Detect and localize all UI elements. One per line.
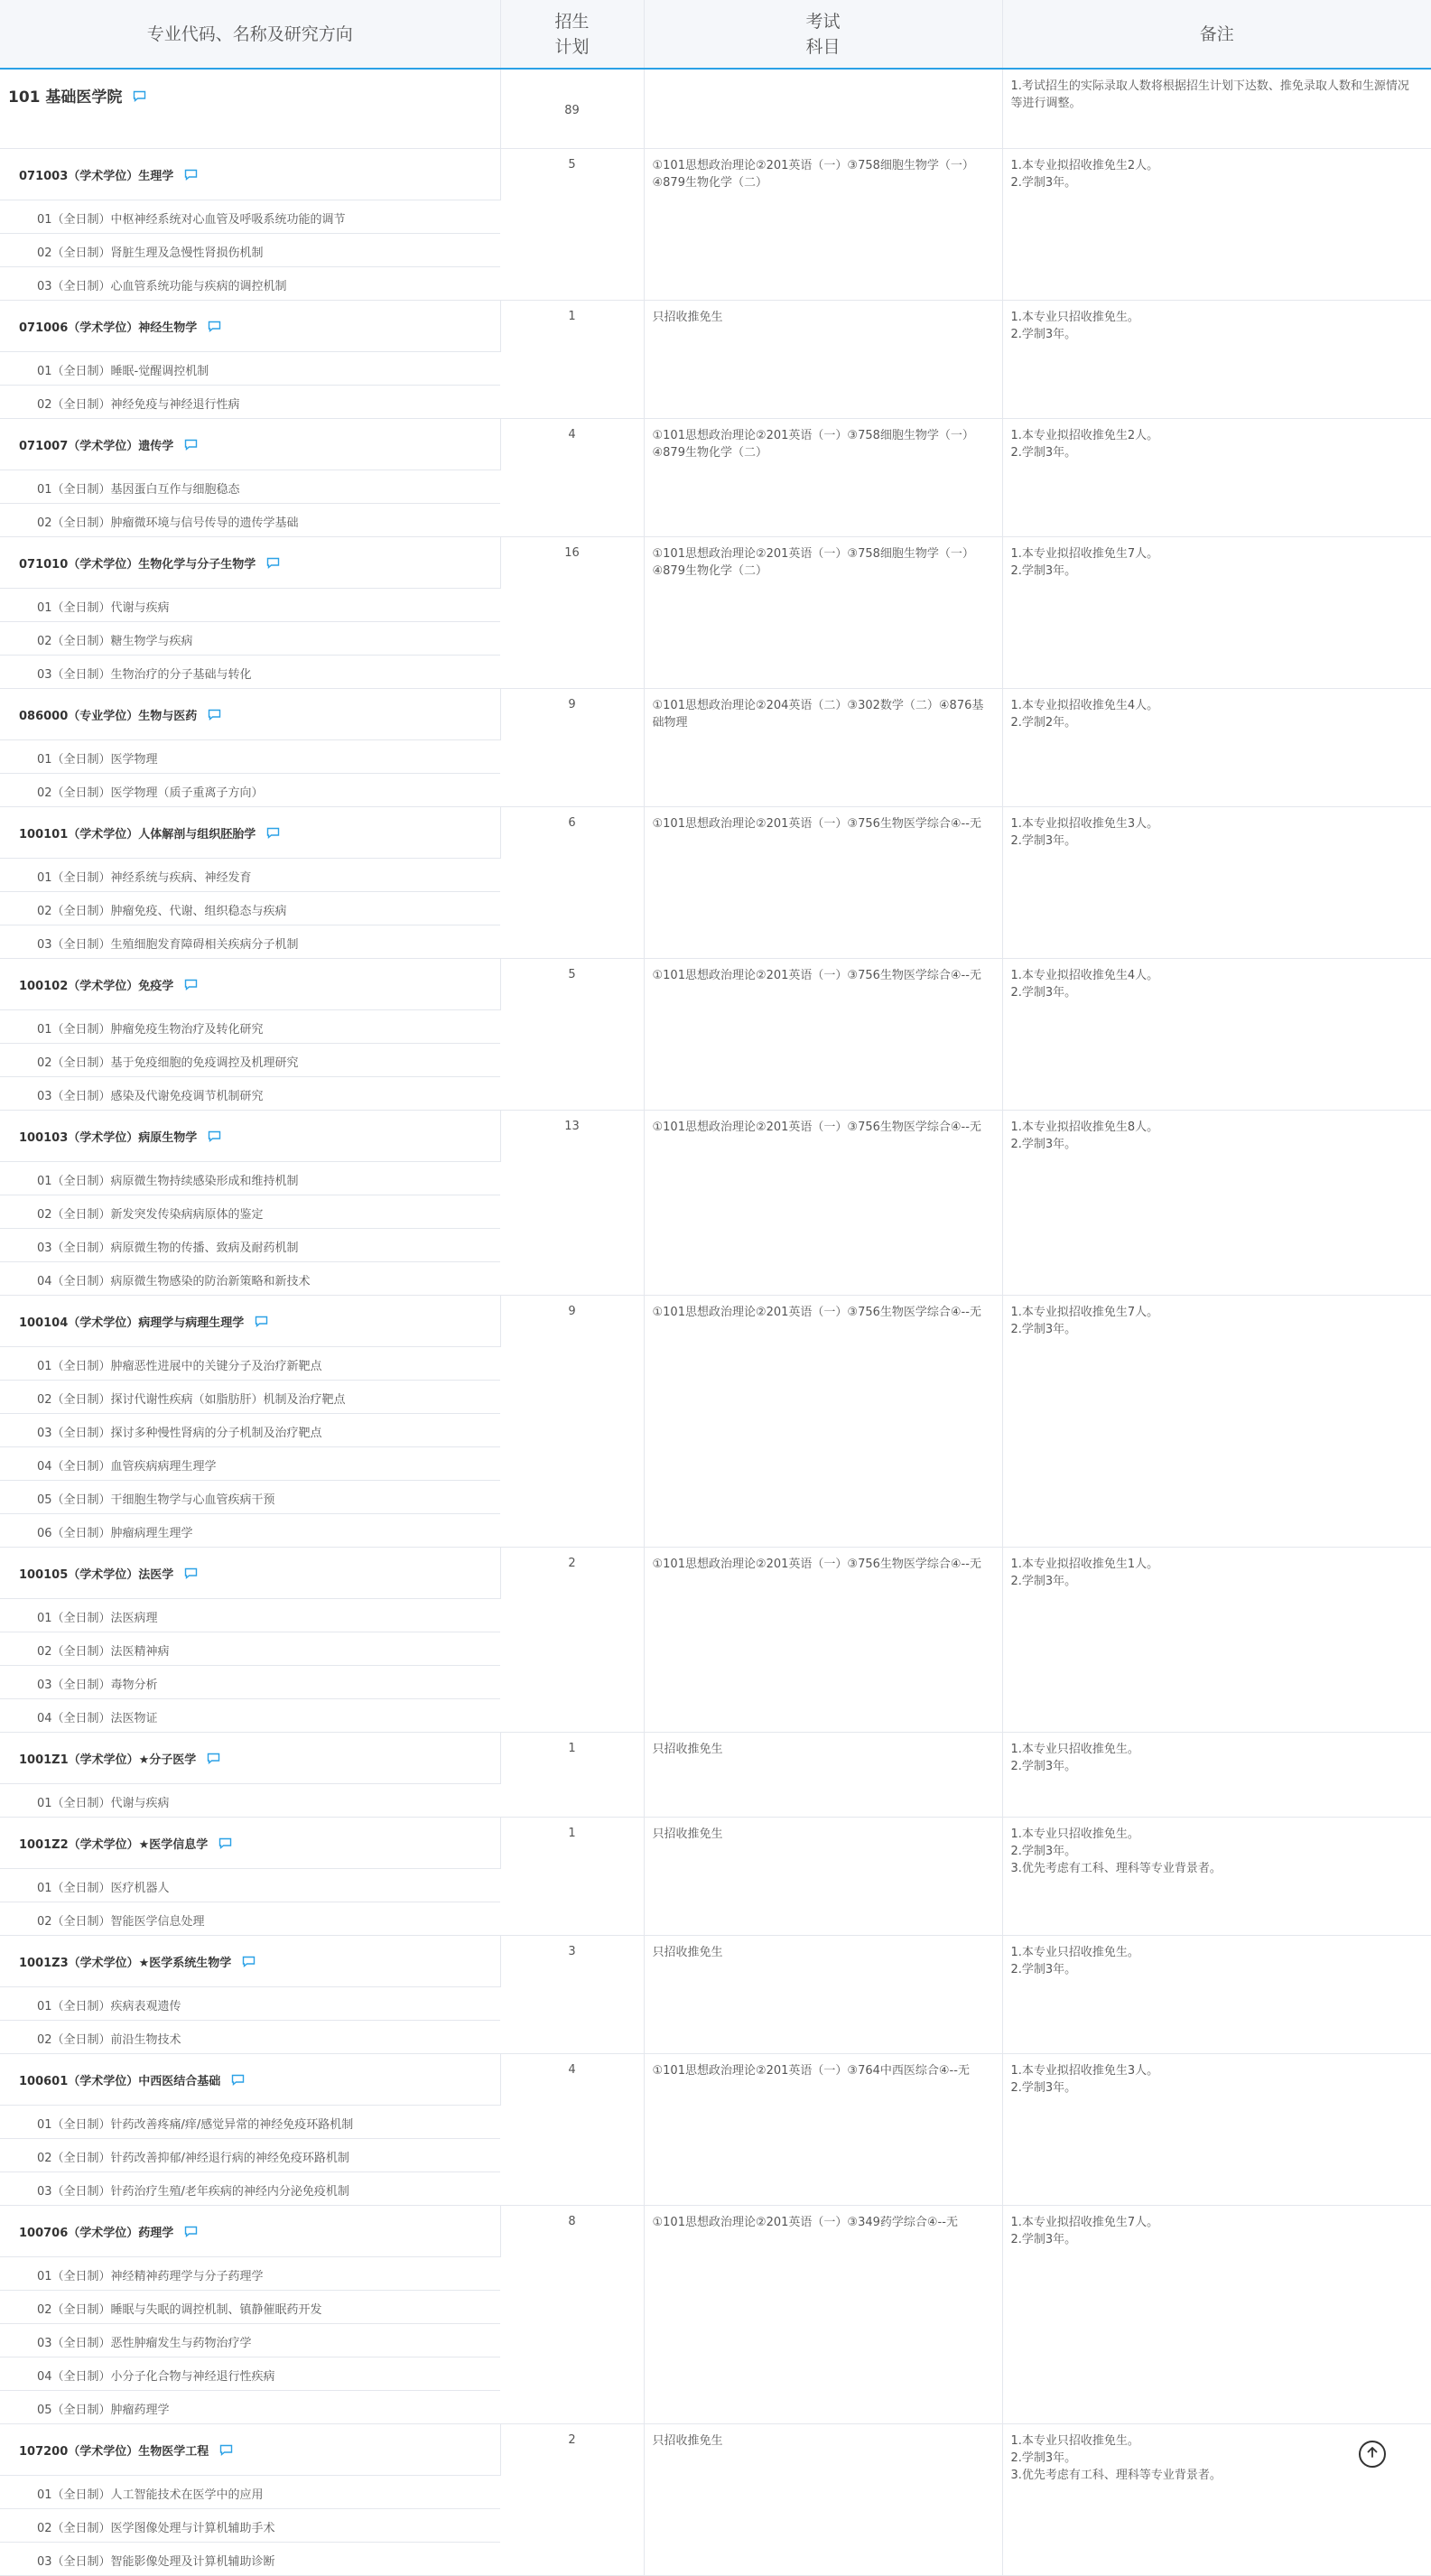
note-line: 2.学制3年。 — [1010, 2450, 1077, 2465]
major-row — [0, 148, 1431, 200]
chat-bubble-icon[interactable] — [184, 2226, 198, 2237]
department-exam — [644, 69, 1002, 148]
major-cell — [0, 806, 500, 858]
direction-item: 01（全日制）神经系统与疾病、神经发育 — [0, 858, 500, 891]
direction-item: 03（全日制）恶性肿瘤发生与药物治疗学 — [0, 2323, 500, 2357]
direction-item: 01（全日制）神经精神药理学与分子药理学 — [0, 2256, 500, 2290]
direction-item: 02（全日制）医学物理（质子重离子方向） — [0, 773, 500, 806]
direction-item: 02（全日制）肿瘤微环境与信号传导的遗传学基础 — [0, 503, 500, 536]
major-row — [0, 2423, 1431, 2475]
chat-bubble-icon[interactable] — [207, 1753, 220, 1763]
note-line: 2.学制3年。 — [1010, 2080, 1077, 2095]
direction-item: 02（全日制）糖生物学与疾病 — [0, 621, 500, 655]
direction-item: 02（全日制）法医精神病 — [0, 1632, 500, 1665]
major-cell — [0, 536, 500, 588]
direction-item: 06（全日制）肿瘤病理生理学 — [0, 1513, 500, 1547]
chat-bubble-icon[interactable] — [266, 827, 280, 838]
direction-item: 04（全日制）病原微生物感染的防治新策略和新技术 — [0, 1261, 500, 1295]
major-exam: ①101思想政治理论②201英语（一）③756生物医学综合④--无 — [644, 1547, 1002, 1732]
major-exam: ①101思想政治理论②201英语（一）③349药学综合④--无 — [644, 2205, 1002, 2423]
major-note — [1002, 1732, 1431, 1817]
direction-item: 01（全日制）病原微生物持续感染形成和维持机制 — [0, 1161, 500, 1195]
direction-item: 02（全日制）睡眠与失眠的调控机制、镇静催眠药开发 — [0, 2290, 500, 2323]
major-row — [0, 1732, 1431, 1783]
header-exam — [644, 0, 1002, 69]
direction-item: 01（全日制）代谢与疾病 — [0, 588, 500, 621]
header-major — [0, 0, 500, 69]
note-line: 1.本专业拟招收推免生3人。 — [1010, 2063, 1159, 2078]
major-plan: 5 — [500, 148, 644, 300]
major-name: 1001Z3（学术学位）★医学系统生物学 — [19, 1956, 232, 1970]
note-line: 1.本专业只招收推免生。 — [1010, 1742, 1139, 1756]
major-name: 1001Z2（学术学位）★医学信息学 — [19, 1837, 209, 1852]
major-row — [0, 958, 1431, 1009]
note-line: 2.学制3年。 — [1010, 327, 1077, 341]
note-line: 3.优先考虑有工科、理科等专业背景者。 — [1010, 1861, 1222, 1875]
major-cell — [0, 958, 500, 1009]
note-line: 1.本专业拟招收推免生2人。 — [1010, 428, 1159, 442]
major-name: 100101（学术学位）人体解剖与组织胚胎学 — [19, 827, 256, 842]
major-row — [0, 688, 1431, 739]
major-cell — [0, 2423, 500, 2475]
major-exam: 只招收推免生 — [644, 1935, 1002, 2053]
major-row — [0, 1295, 1431, 1346]
major-exam: ①101思想政治理论②201英语（一）③756生物医学综合④--无 — [644, 806, 1002, 958]
major-name: 071003（学术学位）生理学 — [19, 169, 174, 183]
chat-bubble-icon[interactable] — [242, 1956, 256, 1967]
major-plan: 1 — [500, 1817, 644, 1935]
major-plan: 2 — [500, 2423, 644, 2575]
major-note — [1002, 536, 1431, 688]
major-plan: 6 — [500, 806, 644, 958]
major-note — [1002, 1817, 1431, 1935]
direction-item: 02（全日制）医学图像处理与计算机辅助手术 — [0, 2508, 500, 2542]
major-plan: 4 — [500, 418, 644, 536]
direction-item: 01（全日制）睡眠-觉醒调控机制 — [0, 351, 500, 385]
header-plan — [500, 0, 644, 69]
header-exam-line1: 考试 — [805, 11, 841, 32]
note-line: 1.本专业拟招收推免生3人。 — [1010, 816, 1159, 831]
major-name: 086000（专业学位）生物与医药 — [19, 709, 198, 723]
major-cell — [0, 2053, 500, 2105]
major-plan: 16 — [500, 536, 644, 688]
major-plan: 1 — [500, 300, 644, 418]
note-line: 1.本专业拟招收推免生4人。 — [1010, 968, 1159, 982]
chat-bubble-icon[interactable] — [208, 709, 221, 720]
note-line: 3.优先考虑有工科、理科等专业背景者。 — [1010, 2468, 1222, 2482]
major-note — [1002, 418, 1431, 536]
major-cell — [0, 418, 500, 470]
direction-item: 01（全日制）人工智能技术在医学中的应用 — [0, 2475, 500, 2508]
major-exam: 只招收推免生 — [644, 1817, 1002, 1935]
major-exam: 只招收推免生 — [644, 2423, 1002, 2575]
chat-bubble-icon[interactable] — [208, 321, 221, 331]
direction-item: 02（全日制）探讨代谢性疾病（如脂肪肝）机制及治疗靶点 — [0, 1380, 500, 1413]
department-name: 101 基础医学院 — [8, 88, 123, 107]
major-name: 100103（学术学位）病原生物学 — [19, 1130, 198, 1145]
direction-item: 03（全日制）生殖细胞发育障碍相关疾病分子机制 — [0, 925, 500, 958]
major-exam: ①101思想政治理论②201英语（一）③756生物医学综合④--无 — [644, 1295, 1002, 1547]
direction-item: 01（全日制）法医病理 — [0, 1598, 500, 1632]
major-cell — [0, 2205, 500, 2256]
chat-bubble-icon[interactable] — [231, 2074, 245, 2085]
major-plan: 4 — [500, 2053, 644, 2205]
note-line: 2.学制3年。 — [1010, 1137, 1077, 1151]
major-exam: ①101思想政治理论②201英语（一）③758细胞生物学（一）④879生物化学（二） — [644, 148, 1002, 300]
major-note — [1002, 806, 1431, 958]
direction-item: 03（全日制）探讨多种慢性肾病的分子机制及治疗靶点 — [0, 1413, 500, 1446]
note-line: 1.本专业拟招收推免生7人。 — [1010, 2215, 1159, 2229]
direction-item: 03（全日制）病原微生物的传播、致病及耐药机制 — [0, 1228, 500, 1261]
direction-item: 02（全日制）神经免疫与神经退行性病 — [0, 385, 500, 418]
major-note — [1002, 148, 1431, 300]
major-cell — [0, 300, 500, 351]
major-name: 071010（学术学位）生物化学与分子生物学 — [19, 557, 256, 572]
chat-bubble-icon[interactable] — [184, 1567, 198, 1578]
note-line: 1.本专业拟招收推免生8人。 — [1010, 1120, 1159, 1134]
major-exam: ①101思想政治理论②201英语（一）③756生物医学综合④--无 — [644, 1110, 1002, 1295]
direction-item: 03（全日制）智能影像处理及计算机辅助诊断 — [0, 2542, 500, 2575]
major-row — [0, 536, 1431, 588]
note-line: 2.学制3年。 — [1010, 2232, 1077, 2246]
direction-item: 01（全日制）医学物理 — [0, 739, 500, 773]
major-name: 071007（学术学位）遗传学 — [19, 439, 174, 453]
major-exam: ①101思想政治理论②204英语（二）③302数学（二）④876基础物理 — [644, 688, 1002, 806]
major-row — [0, 1110, 1431, 1161]
major-row — [0, 300, 1431, 351]
major-plan: 9 — [500, 1295, 644, 1547]
major-row — [0, 1817, 1431, 1868]
note-line: 1.本专业拟招收推免生7人。 — [1010, 1305, 1159, 1319]
note-line: 1.本专业只招收推免生。 — [1010, 1945, 1139, 1959]
note-line: 1.本专业只招收推免生。 — [1010, 310, 1139, 324]
chat-bubble-icon[interactable] — [184, 439, 198, 450]
major-row — [0, 1935, 1431, 1986]
major-note — [1002, 1110, 1431, 1295]
major-plan: 1 — [500, 1732, 644, 1817]
major-note — [1002, 1295, 1431, 1547]
direction-item: 03（全日制）心血管系统功能与疾病的调控机制 — [0, 266, 500, 300]
major-note — [1002, 1935, 1431, 2053]
major-name: 100601（学术学位）中西医结合基础 — [19, 2074, 221, 2088]
direction-item: 01（全日制）疾病表观遗传 — [0, 1986, 500, 2020]
major-note — [1002, 2053, 1431, 2205]
major-name: 100706（学术学位）药理学 — [19, 2226, 174, 2240]
header-note — [1002, 0, 1431, 69]
direction-item: 04（全日制）小分子化合物与神经退行性疾病 — [0, 2357, 500, 2390]
chat-bubble-icon[interactable] — [219, 2444, 233, 2455]
major-name: 100105（学术学位）法医学 — [19, 1567, 174, 1582]
note-line: 2.学制3年。 — [1010, 833, 1077, 848]
direction-item: 05（全日制）肿瘤药理学 — [0, 2390, 500, 2423]
major-cell — [0, 1732, 500, 1783]
table-header-row — [0, 0, 1431, 69]
chat-bubble-icon[interactable] — [184, 979, 198, 990]
major-cell — [0, 1547, 500, 1598]
major-name: 071006（学术学位）神经生物学 — [19, 321, 198, 335]
major-plan: 9 — [500, 688, 644, 806]
direction-item: 03（全日制）生物治疗的分子基础与转化 — [0, 655, 500, 688]
department-plan: 89 — [500, 69, 644, 148]
note-line: 1.本专业拟招收推免生7人。 — [1010, 546, 1159, 561]
major-exam: ①101思想政治理论②201英语（一）③756生物医学综合④--无 — [644, 958, 1002, 1110]
note-line: 2.学制3年。 — [1010, 1844, 1077, 1858]
note-line: 2.学制3年。 — [1010, 445, 1077, 460]
major-plan: 8 — [500, 2205, 644, 2423]
note-line: 1.本专业只招收推免生。 — [1010, 1827, 1139, 1841]
major-name: 107200（学术学位）生物医学工程 — [19, 2444, 209, 2459]
major-cell — [0, 1295, 500, 1346]
direction-item: 03（全日制）毒物分析 — [0, 1665, 500, 1698]
department-cell — [0, 69, 500, 148]
direction-item: 04（全日制）血管疾病病理生理学 — [0, 1446, 500, 1480]
major-cell — [0, 1110, 500, 1161]
direction-item: 01（全日制）医疗机器人 — [0, 1868, 500, 1902]
direction-item: 01（全日制）肿瘤免疫生物治疗及转化研究 — [0, 1009, 500, 1043]
direction-item: 02（全日制）肾脏生理及急慢性肾损伤机制 — [0, 233, 500, 266]
note-line: 2.学制3年。 — [1010, 1322, 1077, 1336]
header-exam-line2: 科目 — [805, 36, 841, 57]
major-plan: 2 — [500, 1547, 644, 1732]
back-to-top-button[interactable] — [1359, 2441, 1386, 2468]
header-plan-line2: 计划 — [554, 36, 590, 57]
direction-item: 03（全日制）针药治疗生殖/老年疾病的神经内分泌免疫机制 — [0, 2171, 500, 2205]
major-exam: 只招收推免生 — [644, 300, 1002, 418]
note-line: 2.学制3年。 — [1010, 985, 1077, 1000]
header-note-label: 备注 — [1199, 23, 1234, 44]
direction-item: 01（全日制）代谢与疾病 — [0, 1783, 500, 1817]
direction-item: 02（全日制）基于免疫细胞的免疫调控及机理研究 — [0, 1043, 500, 1076]
major-cell — [0, 1817, 500, 1868]
major-note — [1002, 1547, 1431, 1732]
direction-item: 01（全日制）中枢神经系统对心血管及呼吸系统功能的调节 — [0, 200, 500, 233]
note-line: 2.学制3年。 — [1010, 1759, 1077, 1773]
arrow-up-circle-icon — [1365, 2445, 1380, 2463]
chat-bubble-icon[interactable] — [218, 1837, 232, 1848]
department-note: 1.考试招生的实际录取人数将根据招生计划下达数、推免录取人数和生源情况等进行调整。 — [1002, 69, 1431, 148]
major-row — [0, 1547, 1431, 1598]
note-line: 2.学制3年。 — [1010, 1574, 1077, 1588]
note-line: 2.学制2年。 — [1010, 715, 1077, 730]
direction-item: 02（全日制）针药改善抑郁/神经退行病的神经免疫环路机制 — [0, 2138, 500, 2171]
major-plan: 3 — [500, 1935, 644, 2053]
major-note — [1002, 300, 1431, 418]
direction-item: 04（全日制）法医物证 — [0, 1698, 500, 1732]
major-cell — [0, 688, 500, 739]
major-row — [0, 418, 1431, 470]
department-row — [0, 69, 1431, 148]
major-exam: ①101思想政治理论②201英语（一）③758细胞生物学（一）④879生物化学（二） — [644, 536, 1002, 688]
chat-bubble-icon[interactable] — [266, 557, 280, 568]
direction-item: 02（全日制）智能医学信息处理 — [0, 1902, 500, 1935]
chat-bubble-icon[interactable] — [208, 1130, 221, 1141]
major-cell — [0, 1935, 500, 1986]
major-name: 1001Z1（学术学位）★分子医学 — [19, 1753, 197, 1767]
major-name: 100102（学术学位）免疫学 — [19, 979, 174, 993]
chat-bubble-icon[interactable] — [255, 1316, 268, 1326]
major-note — [1002, 688, 1431, 806]
major-cell — [0, 148, 500, 200]
major-row — [0, 806, 1431, 858]
direction-item: 01（全日制）肿瘤恶性进展中的关键分子及治疗新靶点 — [0, 1346, 500, 1380]
chat-bubble-icon[interactable] — [184, 169, 198, 180]
note-line: 2.学制3年。 — [1010, 563, 1077, 578]
major-exam: ①101思想政治理论②201英语（一）③764中西医综合④--无 — [644, 2053, 1002, 2205]
note-line: 2.学制3年。 — [1010, 175, 1077, 190]
direction-item: 03（全日制）感染及代谢免疫调节机制研究 — [0, 1076, 500, 1110]
direction-item: 05（全日制）干细胞生物学与心血管疾病干预 — [0, 1480, 500, 1513]
major-row — [0, 2205, 1431, 2256]
major-plan: 13 — [500, 1110, 644, 1295]
direction-item: 01（全日制）针药改善疼痛/痒/感觉异常的神经免疫环路机制 — [0, 2105, 500, 2138]
note-line: 1.本专业拟招收推免生4人。 — [1010, 698, 1159, 712]
direction-item: 02（全日制）前沿生物技术 — [0, 2020, 500, 2053]
major-note — [1002, 2205, 1431, 2423]
major-note — [1002, 958, 1431, 1110]
major-exam: ①101思想政治理论②201英语（一）③758细胞生物学（一）④879生物化学（二） — [644, 418, 1002, 536]
note-line: 1.本专业拟招收推免生1人。 — [1010, 1557, 1159, 1571]
direction-item: 01（全日制）基因蛋白互作与细胞稳态 — [0, 470, 500, 503]
header-major-label: 专业代码、名称及研究方向 — [146, 23, 353, 44]
chat-bubble-icon[interactable] — [133, 90, 146, 101]
direction-item: 02（全日制）新发突发传染病病原体的鉴定 — [0, 1195, 500, 1228]
major-plan: 5 — [500, 958, 644, 1110]
direction-item: 02（全日制）肿瘤免疫、代谢、组织稳态与疾病 — [0, 891, 500, 925]
major-row — [0, 2053, 1431, 2105]
note-line: 2.学制3年。 — [1010, 1962, 1077, 1976]
major-exam: 只招收推免生 — [644, 1732, 1002, 1817]
major-name: 100104（学术学位）病理学与病理生理学 — [19, 1316, 245, 1330]
header-plan-line1: 招生 — [554, 11, 590, 32]
note-line: 1.本专业只招收推免生。 — [1010, 2433, 1139, 2448]
note-line: 1.本专业拟招收推免生2人。 — [1010, 158, 1159, 172]
